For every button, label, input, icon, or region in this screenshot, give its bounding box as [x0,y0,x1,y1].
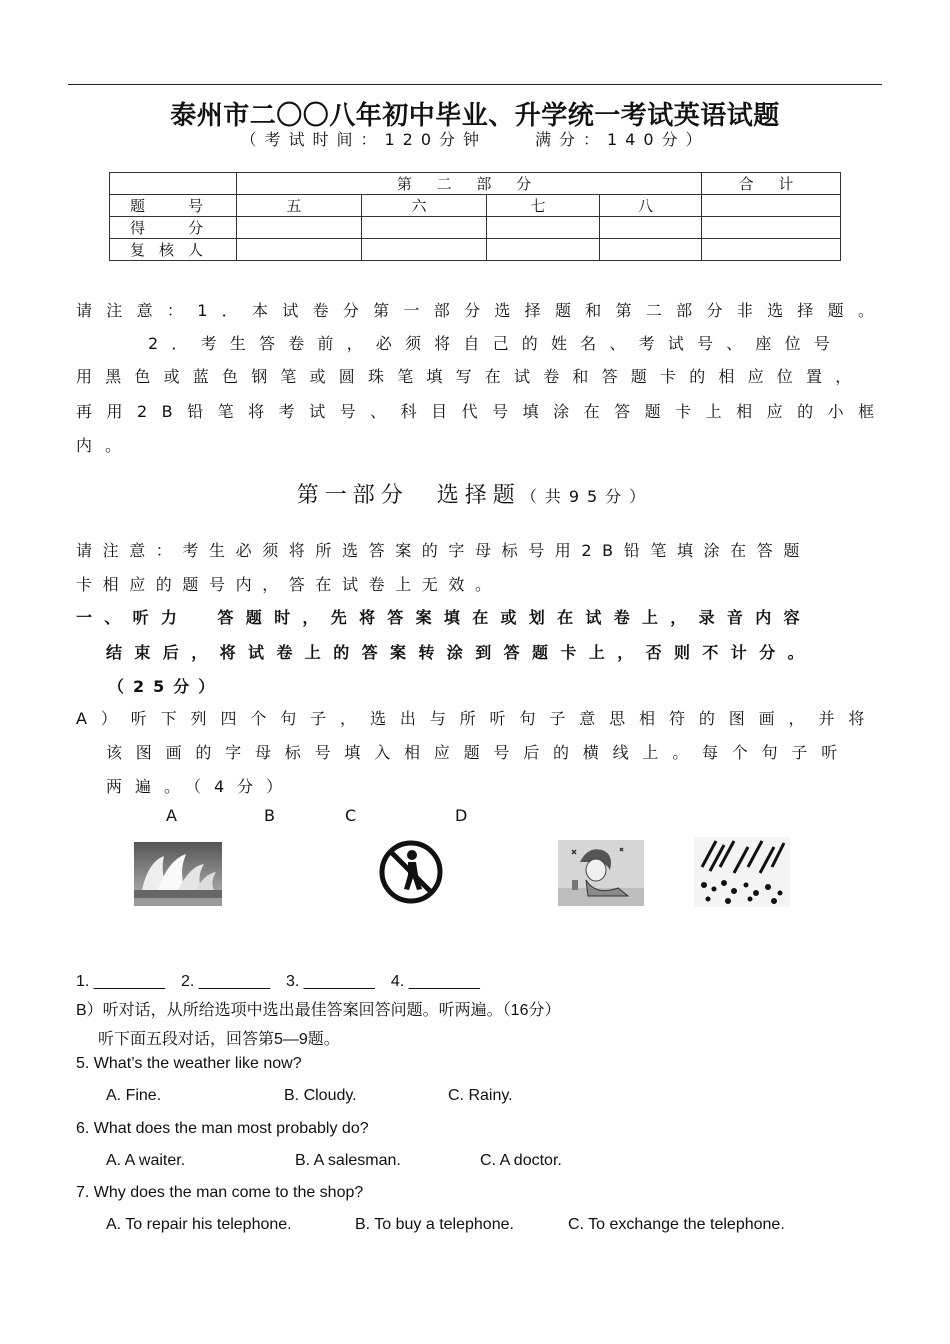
answer-blanks: 1. ________ 2. ________ 3. ________ 4. ________ [76,973,480,990]
total-blank [702,195,841,217]
part-b-instructions: B）听对话，从所给选项中选出最佳答案回答问题。听两遍。（16分） [76,1002,561,1019]
question-6-option-b: B. A salesman. [295,1152,401,1169]
notice-line-5: 内。 [76,436,135,455]
score-table-part-two: 第 二 部 分 [237,173,702,195]
question-7-option-b: B. To buy a telephone. [355,1216,514,1233]
reviewer-cell [702,239,841,261]
picture-label-b: B [264,806,275,825]
reviewer-cell [600,239,702,261]
rain-scribble-picture [694,837,790,907]
exam-info: （考试时间：120分钟 满分：140分） [240,130,710,149]
row-label-question-number: 题 号 [110,195,237,217]
listening-title-2: 结束后，将试卷上的答案转涂到答题卡上，否则不计分。 [106,643,817,662]
score-cell [362,217,487,239]
notice-line-3: 用黑色或蓝色钢笔或圆珠笔填写在试卷和答题卡的相应位置， [76,367,865,386]
question-number-5: 五 [237,195,362,217]
reviewer-cell [362,239,487,261]
question-number-8: 八 [600,195,702,217]
question-6-option-c: C. A doctor. [480,1152,562,1169]
part-a-instructions-2: 该图画的字母标号填入相应题号后的横线上。每个句子听 [106,743,852,762]
part-one-points: （共95分） [520,487,654,506]
tired-girl-picture [558,840,644,906]
reviewer-cell [487,239,600,261]
question-6-option-a: A. A waiter. [106,1152,186,1169]
row-label-score: 得 分 [110,217,237,239]
question-5-option-a: A. Fine. [106,1087,162,1104]
notice-line-2: 2．考生答卷前，必须将自己的姓名、考试号、座位号 [148,334,843,353]
question-5-option-b: B. Cloudy. [284,1087,357,1104]
part-one-notice-1: 请注意：考生必须将所选答案的字母标号用2B铅笔填涂在答题 [76,541,810,560]
listening-title-3: （25分） [108,677,224,696]
page-title: 泰州市二〇〇八年初中毕业、升学统一考试英语试题 [170,101,780,131]
score-cell [487,217,600,239]
score-cell [600,217,702,239]
question-7-option-c: C. To exchange the telephone. [568,1216,785,1233]
notice-line-4: 再用2B铅笔将考试号、科目代号填涂在答题卡上相应的小框 [76,402,889,421]
row-label-reviewer: 复核人 [110,239,237,261]
listening-title-1: 一、听力 答题时，先将答案填在或划在试卷上，录音内容 [76,608,812,627]
score-cell [237,217,362,239]
reviewer-cell [237,239,362,261]
question-7: 7. Why does the man come to the shop? [76,1184,364,1201]
part-b-subinstructions: 听下面五段对话，回答第5—9题。 [98,1031,340,1048]
score-table-total: 合 计 [702,173,841,195]
picture-label-d: D [455,806,468,825]
picture-label-a: A [166,806,177,825]
notice-line-1: 请注意：1．本试卷分第一部分选择题和第二部分非选择题。 [76,301,889,320]
part-one-heading [0,478,950,509]
question-6: 6. What does the man most probably do? [76,1120,369,1137]
score-table [109,172,841,261]
part-one-notice-2: 卡相应的题号内，答在试卷上无效。 [76,575,502,594]
question-7-option-a: A. To repair his telephone. [106,1216,292,1233]
question-number-6: 六 [362,195,487,217]
score-table-corner [110,173,237,195]
question-5: 5. What’s the weather like now? [76,1055,302,1072]
question-number-7: 七 [487,195,600,217]
part-one-title: 第一部分 选择题 [296,483,521,508]
part-a-instructions-3: 两遍。（4分） [106,777,296,796]
top-rule [68,84,882,85]
picture-label-c: C [345,806,357,825]
question-5-option-c: C. Rainy. [448,1087,513,1104]
score-cell [702,217,841,239]
no-walking-sign-picture [378,839,444,905]
opera-house-picture [134,842,222,906]
part-a-instructions-1: A）听下列四个句子，选出与所听句子意思相符的图画，并将 [76,709,879,728]
